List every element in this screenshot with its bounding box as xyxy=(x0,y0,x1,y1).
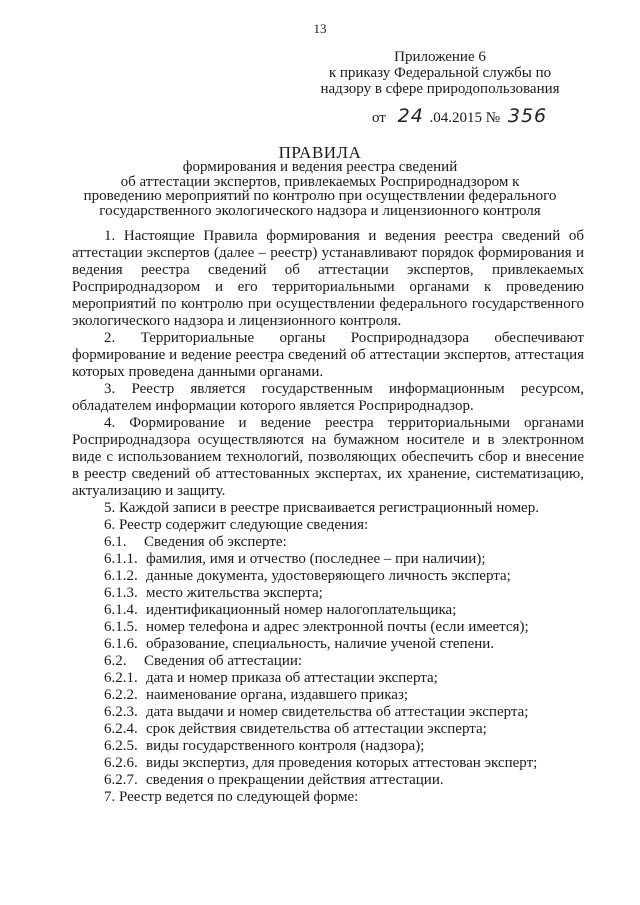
item-number: 6.2. xyxy=(104,653,127,669)
list-item xyxy=(72,585,584,602)
paragraph-4: 4. Формирование и ведение реестра территориальными органами Росприроднадзора осуществляются на бумажном носителе и в электронном виде с использованием технологий, позволяющих обеспечить сбор и внесение в реестр сведений об аттестованных экспертах, их хранение, систематизацию, актуализацию и защиту. xyxy=(72,415,584,499)
appendix-line: к приказу Федеральной службы по xyxy=(328,65,552,81)
item-number: 6.1. xyxy=(104,534,127,550)
list-item xyxy=(72,704,584,721)
item-number: 6.2.5. xyxy=(104,738,138,754)
order-date: .04.2015 № xyxy=(429,110,501,126)
item-text: дата выдачи и номер свидетельства об аттестации эксперта; xyxy=(146,704,529,720)
appendix-header xyxy=(300,49,580,97)
item-text: данные документа, удостоверяющего личность эксперта; xyxy=(146,568,511,584)
item-text: сведения о прекращении действия аттестации. xyxy=(146,772,444,788)
item-number: 6.1.1. xyxy=(104,551,138,567)
subtitle-line: проведению мероприятий по контролю при осуществлении федерального xyxy=(83,188,557,204)
document-title: ПРАВИЛА xyxy=(278,143,362,162)
paragraph-3: 3. Реестр является государственным информационным ресурсом, обладателем информации которого является Росприроднадзор. xyxy=(72,381,584,414)
list-item xyxy=(72,755,584,772)
subtitle-line: государственного экологического надзора и лицензионного контроля xyxy=(99,202,541,219)
list-item xyxy=(72,619,584,636)
list-item xyxy=(72,772,584,789)
list-item xyxy=(72,738,584,755)
item-number: 6.1.6. xyxy=(104,636,138,652)
list-item xyxy=(72,687,584,704)
list-item xyxy=(72,568,584,585)
list-item xyxy=(72,636,584,653)
section-6-2 xyxy=(72,653,584,670)
item-number: 6.2.3. xyxy=(104,704,138,720)
item-text: Сведения об эксперте: xyxy=(144,534,287,550)
item-text: идентификационный номер налогоплательщика; xyxy=(146,602,457,618)
item-text: номер телефона и адрес электронной почты (если имеется); xyxy=(146,619,529,635)
paragraph-6: 6. Реестр содержит следующие сведения: xyxy=(104,517,369,533)
item-text: образование, специальность, наличие ученой степени. xyxy=(146,636,495,652)
list-item xyxy=(72,551,584,568)
item-number: 6.2.6. xyxy=(104,755,138,771)
item-number: 6.1.3. xyxy=(104,585,138,601)
item-number: 6.1.4. xyxy=(104,602,138,618)
item-text: срок действия свидетельства об аттестации эксперта; xyxy=(146,721,487,737)
item-number: 6.2.4. xyxy=(104,721,138,737)
subtitle-line: об аттестации экспертов, привлекаемых Росприроднадзором к xyxy=(120,173,520,190)
paragraph-7: 7. Реестр ведется по следующей форме: xyxy=(104,789,359,805)
item-text: дата и номер приказа об аттестации эксперта; xyxy=(146,670,438,686)
item-text: место жительства эксперта; xyxy=(146,585,323,601)
item-text: фамилия, имя и отчество (последнее – при наличии); xyxy=(146,551,486,567)
item-number: 6.2.7. xyxy=(104,772,138,788)
item-text: виды экспертиз, для проведения которых аттестован эксперт; xyxy=(146,755,538,771)
handwritten-order-number: 356 xyxy=(507,105,548,127)
handwritten-day: 24 xyxy=(397,105,424,127)
paragraph-2: 2. Территориальные органы Росприроднадзора обеспечивают формирование и ведение реестра сведений об аттестации экспертов, аттестация которых проведена данными органами. xyxy=(72,330,584,380)
appendix-title: Приложение 6 xyxy=(394,49,486,65)
list-item xyxy=(72,670,584,687)
appendix-line: надзору в сфере природопользования xyxy=(320,81,560,97)
item-number: 6.1.2. xyxy=(104,568,138,584)
item-text: Сведения об аттестации: xyxy=(144,653,303,669)
section-6-1 xyxy=(72,534,584,551)
paragraph-1: 1. Настоящие Правила формирования и ведения реестра сведений об аттестации экспертов (далее – реестр) устанавливают порядок формирования и ведения реестра сведений об аттестации экспертов, привлекаемых Росприроднадзором и его территориальными органами к проведению мероприятий по контролю при осуществлении федерального государственного экологического надзора и лицензионного контроля. xyxy=(72,228,584,329)
document-body xyxy=(72,228,584,806)
list-item xyxy=(72,721,584,738)
list-item xyxy=(72,602,584,619)
paragraph-5: 5. Каждой записи в реестре присваивается регистрационный номер. xyxy=(104,500,539,516)
order-date-line xyxy=(372,105,547,127)
page-number: 13 xyxy=(313,21,327,36)
item-text: виды государственного контроля (надзора); xyxy=(146,738,425,754)
subtitle-line: формирования и ведения реестра сведений xyxy=(182,159,458,175)
order-prefix: от xyxy=(372,110,386,126)
document-subtitle xyxy=(60,160,580,218)
item-number: 6.1.5. xyxy=(104,619,138,635)
item-number: 6.2.1. xyxy=(104,670,138,686)
item-text: наименование органа, издавшего приказ; xyxy=(146,687,409,703)
item-number: 6.2.2. xyxy=(104,687,138,703)
